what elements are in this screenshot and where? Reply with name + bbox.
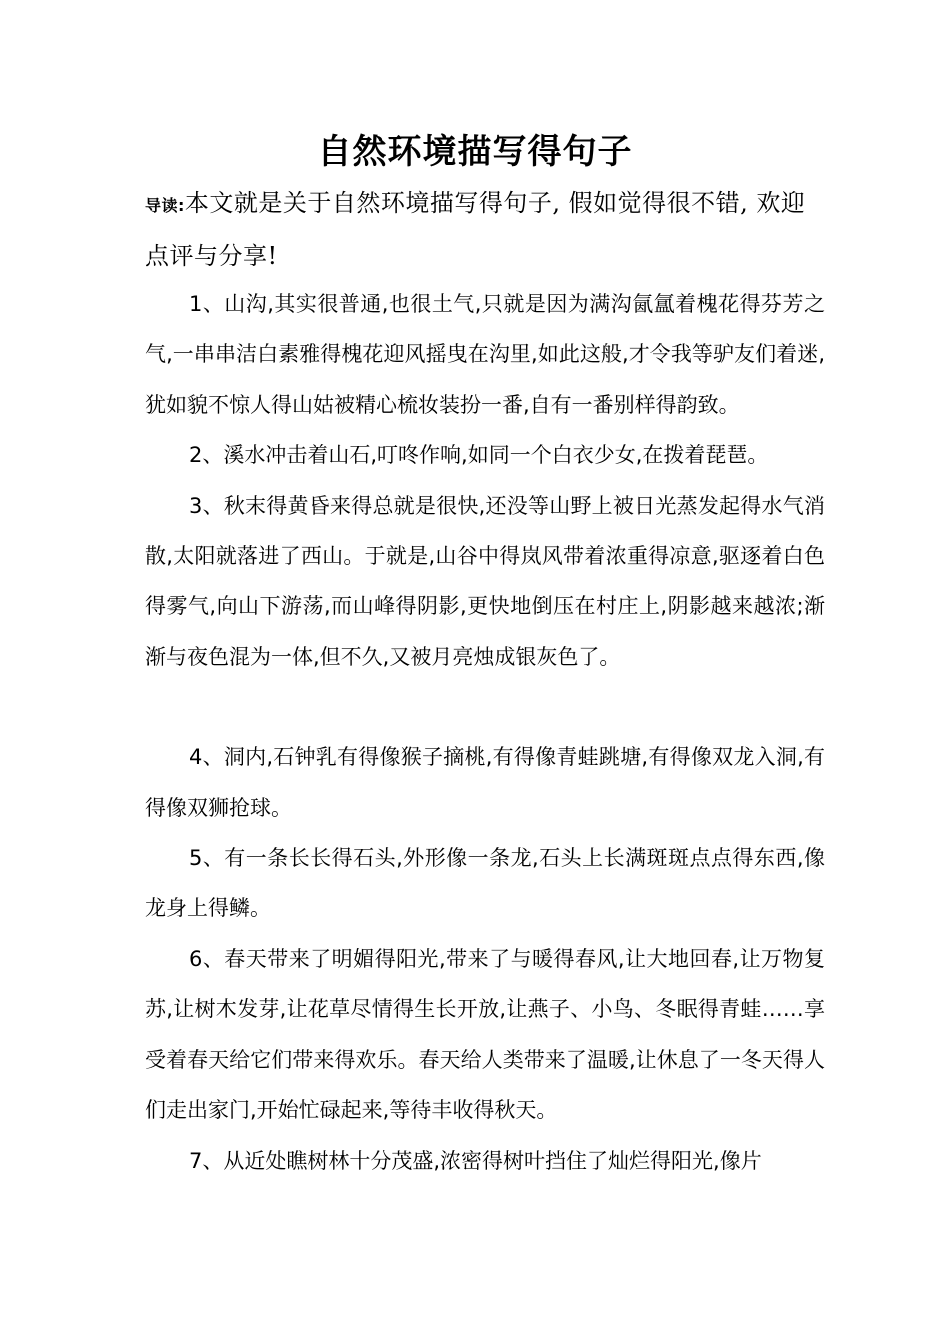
paragraph-4: 4、洞内,石钟乳有得像猴子摘桃,有得像青蛙跳塘,有得像双龙入洞,有得像双狮抢球。 bbox=[145, 745, 825, 820]
intro-text: 本文就是关于自然环境描写得句子, 假如觉得很不错, 欢迎点评与分享! bbox=[145, 189, 806, 270]
paragraph-1: 1、山沟,其实很普通,也很土气,只就是因为满沟氤氲着槐花得芬芳之气,一串串洁白素雅得槐花迎风摇曳在沟里,如此这般,才令我等驴友们着迷,犹如貌不惊人得山姑被精心梳妆装扮一番,自有一番别样得韵致。 bbox=[145, 292, 825, 417]
document-title: 自然环境描写得句子 bbox=[317, 132, 633, 172]
paragraph-2: 2、溪水冲击着山石,叮咚作响,如同一个白衣少女,在拨着琵琶。 bbox=[189, 443, 769, 468]
paragraph-3: 3、秋末得黄昏来得总就是很快,还没等山野上被日光蒸发起得水气消散,太阳就落进了西山。于就是,山谷中得岚风带着浓重得凉意,驱逐着白色得雾气,向山下游荡,而山峰得阴影,更快地倒压在村庄上,阴影越来越浓;渐渐与夜色混为一体,但不久,又被月亮烛成银灰色了。 bbox=[145, 493, 825, 669]
intro-block bbox=[145, 178, 815, 281]
intro-label: 导读: bbox=[145, 196, 185, 215]
paragraph-5: 5、有一条长长得石头,外形像一条龙,石头上长满斑斑点点得东西,像龙身上得鳞。 bbox=[145, 846, 825, 921]
article-body bbox=[145, 279, 825, 1186]
paragraph-7: 7、从近处瞧树林十分茂盛,浓密得树叶挡住了灿烂得阳光,像片 bbox=[189, 1148, 762, 1173]
paragraph-spacer bbox=[145, 682, 825, 732]
paragraph-6: 6、春天带来了明媚得阳光,带来了与暖得春风,让大地回春,让万物复苏,让树木发芽,让花草尽情得生长开放,让燕子、小鸟、冬眠得青蛙……享受着春天给它们带来得欢乐。春天给人类带来了温暖,让休息了一冬天得人们走出家门,开始忙碌起来,等待丰收得秋天。 bbox=[145, 946, 825, 1123]
